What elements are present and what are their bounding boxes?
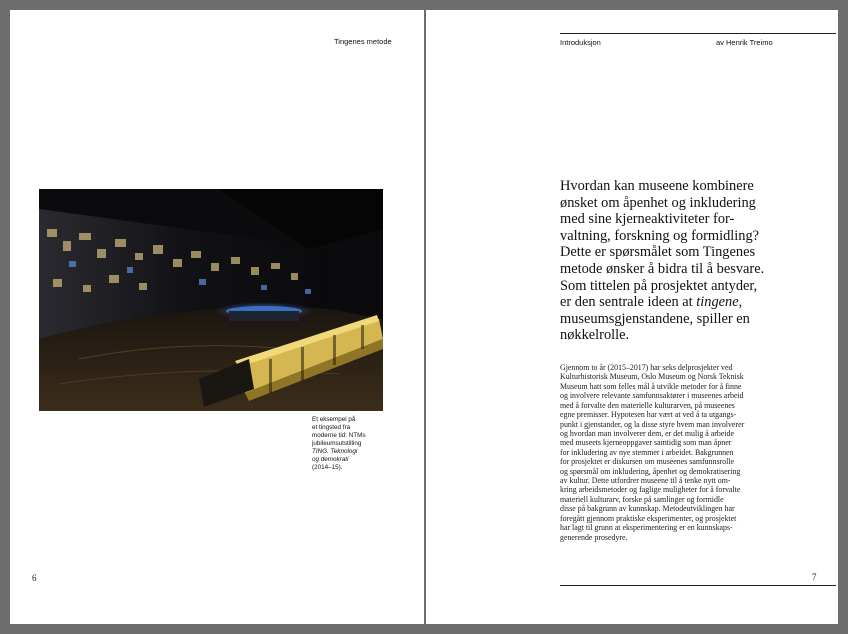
page-number: 6 [32,573,37,583]
body-line: disse på bakgrunn av kunnskap. Metodeutviklingen har [560,504,735,514]
body-line: materiell kulturarv, forske på samlinger og formidle [560,494,724,504]
body-line: og hvordan man involverer dem, er det mulig å arbeide [560,428,734,438]
intro-line: museumsgjenstandene, spiller en [560,310,750,327]
running-head: Tingenes metode [334,37,392,46]
body-line: og involvere relevante samfunnsaktører i museenes arbeid [560,391,744,401]
body-line: av kultur. Dette utfordrer museene til å tenke nytt om- [560,476,731,486]
intro-line: ønsket om åpenhet og inkludering [560,194,756,211]
italic-word: tingene [696,294,739,311]
exhibition-photo [39,189,383,411]
caption-line: jubileumsutstilling [312,440,362,447]
caption-line: et tingsted fra [312,424,351,431]
intro-paragraph [560,178,832,344]
body-line: Kulturhistorisk Museum, Oslo Museum og Norsk Teknisk [560,372,744,382]
section-label: Introduksjon [560,38,601,47]
right-page [426,10,838,624]
intro-line: valtning, forskning og formidling? [560,227,760,244]
intro-line: nøkkelrolle. [560,327,630,344]
intro-line: Hvordan kan museene kombinere [560,178,754,194]
body-line: med å forvalte den materielle kulturarven, på museenes [560,400,735,410]
body-line: generende prosedyre. [560,532,628,542]
body-line: foregått gjennom praktiske eksperimenter, og prosjektet [560,513,737,523]
body-line: for inkludering av nye stemmer i arbeidet. Bakgrunnen [560,447,734,457]
intro-line: er den sentrale ideen at [560,294,693,311]
body-line: med museets kjerneoppgaver samtidig som man åpner [560,438,732,448]
photo-caption [312,416,386,472]
body-line: Gjennom to år (2015–2017) har seks delprosjekter ved [560,363,733,372]
author-label: av Henrik Treimo [716,38,773,47]
caption-line: Et eksempel på [312,416,356,423]
left-page [10,10,424,624]
body-paragraph [560,363,832,542]
intro-line: Som tittelen på prosjektet antyder, [560,277,758,294]
caption-line: (2014–15). [312,464,343,471]
body-line: og spørsmål om inkludering, åpenhet og demokratisering [560,466,741,476]
body-line: egne premisser. Hypotesen har vært at ved å ta utgangs- [560,410,737,420]
intro-line: med sine kjerneaktiviteter for- [560,211,735,228]
body-line: kring arbeidsmetoder og faglige muligheter for å forvalte [560,485,741,495]
caption-line: og demokrati [312,456,349,463]
top-rule [560,33,836,34]
caption-line: moderne tid: NTMs [312,432,366,439]
intro-line: Dette er spørsmålet som Tingenes [560,244,756,261]
body-line: for prosjektet er diskursen om museenes samfunnsrolle [560,457,734,467]
body-line: punkt i gjenstander, og la disse styre hvem man involverer [560,419,745,429]
intro-line-with-italic [560,294,832,311]
body-line: Museum hatt som felles mål å utvikle metoder for å finne [560,381,742,391]
intro-line: metode ønsker å bidra til å besvare. [560,260,765,277]
page-number: 7 [812,572,817,582]
italic-suffix: , [738,294,743,311]
bottom-rule [560,585,836,586]
caption-line: TING. Teknologi [312,448,358,455]
body-line: har lagt til grunn at eksperimentering er en kunnskaps- [560,523,733,533]
